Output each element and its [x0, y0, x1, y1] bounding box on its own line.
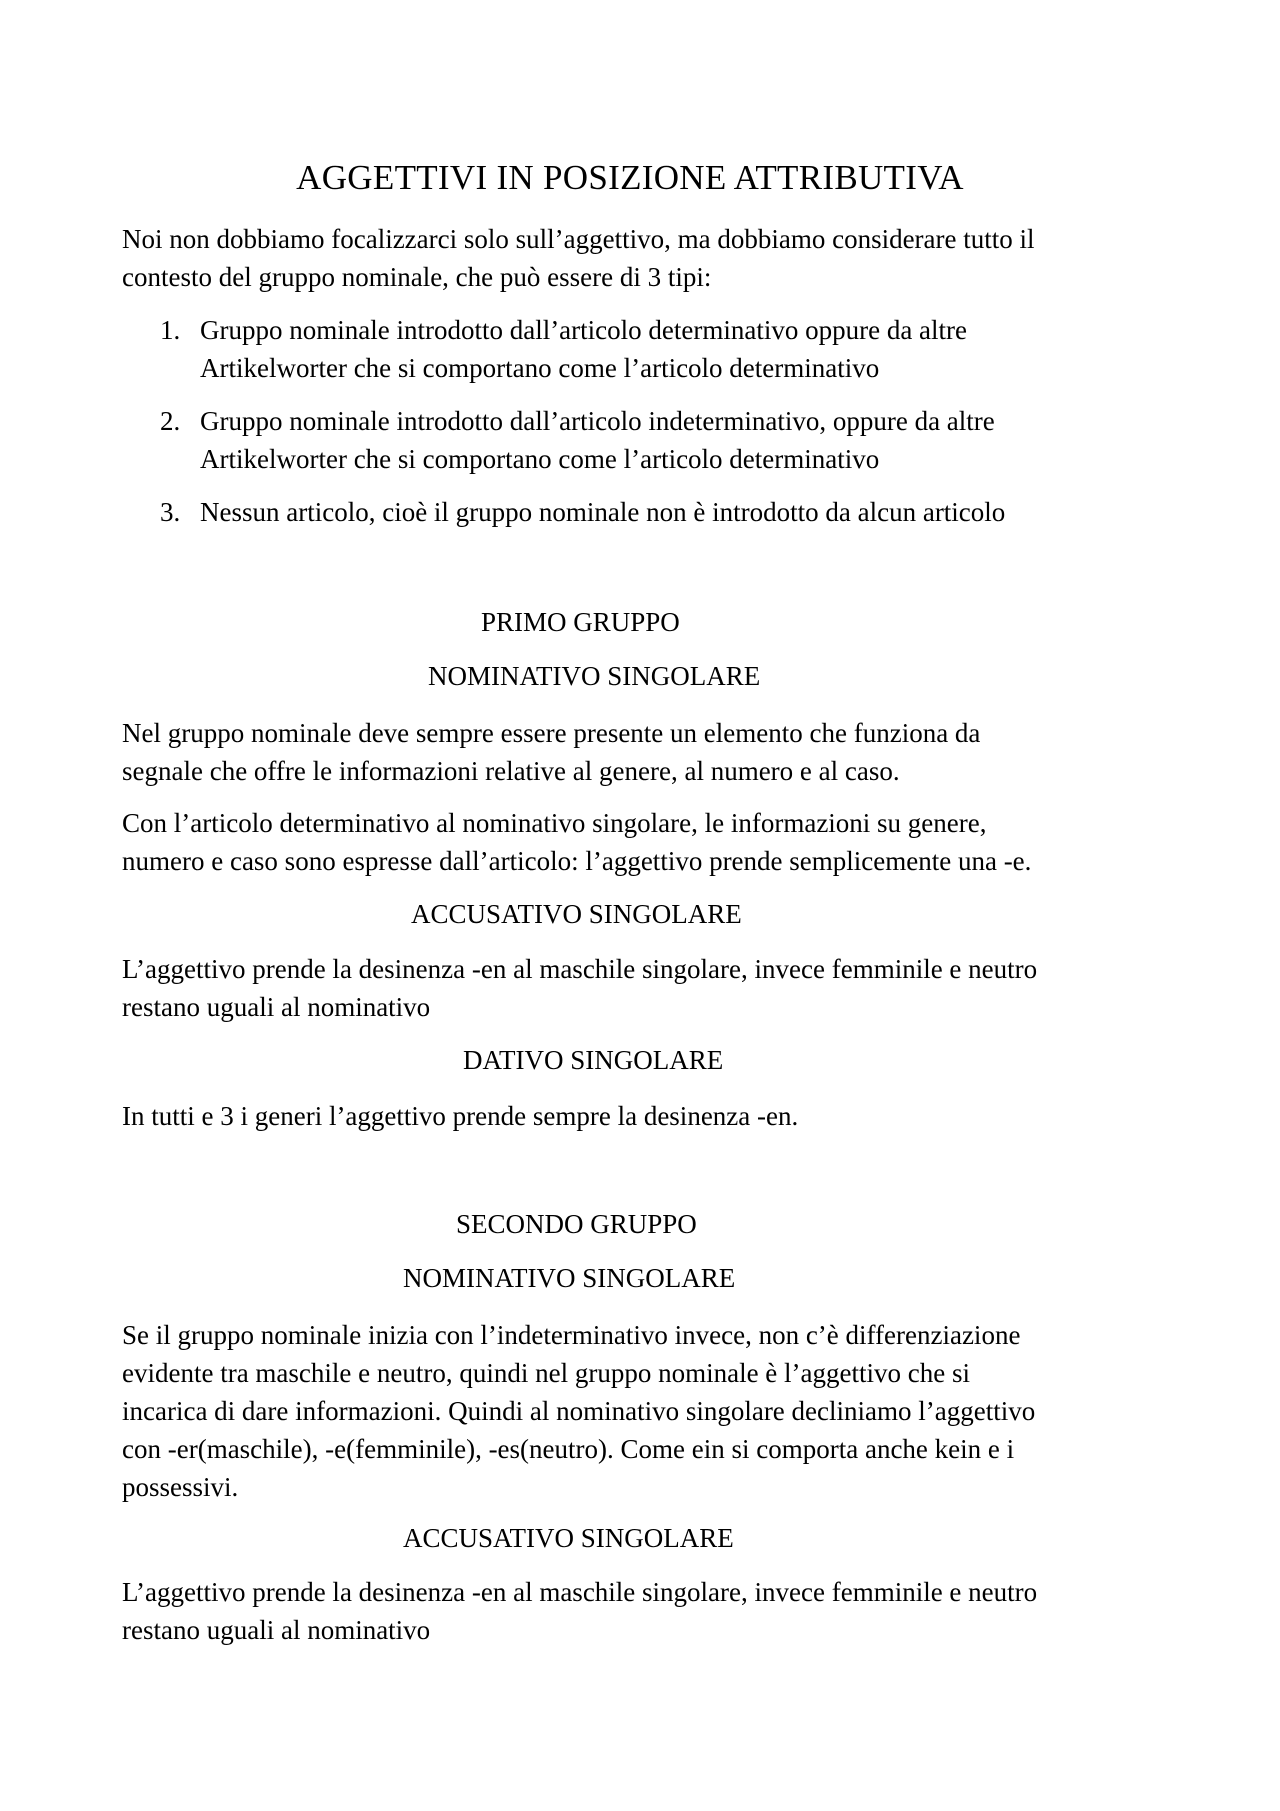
subheading-nominativo: NOMINATIVO SINGOLARE [428, 661, 761, 691]
intro-paragraph [122, 220, 1162, 296]
section-heading-secondo-gruppo: SECONDO GRUPPO [456, 1209, 697, 1239]
list-line: Gruppo nominale introdotto dall’articolo indeterminativo, oppure da altre [200, 406, 995, 436]
intro-line: contesto del gruppo nominale, che può essere di 3 tipi: [122, 262, 712, 292]
paragraph-line: restano uguali al nominativo [122, 1615, 431, 1645]
list-line: Artikelworter che si comportano come l’articolo determinativo [200, 444, 880, 474]
list-line: Artikelworter che si comportano come l’articolo determinativo [200, 353, 880, 383]
list-number: 3. [160, 497, 181, 527]
paragraph-line: Con l’articolo determinativo al nominativo singolare, le informazioni su genere, [122, 808, 987, 838]
subheading-dativo: DATIVO SINGOLARE [463, 1045, 724, 1075]
paragraph [122, 1573, 1162, 1649]
paragraph-line: restano uguali al nominativo [122, 992, 431, 1022]
paragraph-line: con -er(maschile), -e(femminile), -es(neutro). Come ein si comporta anche kein e i [122, 1434, 1015, 1464]
paragraph-line: Se il gruppo nominale inizia con l’indeterminativo invece, non c’è differenziazione [122, 1320, 1021, 1350]
list-line: Gruppo nominale introdotto dall’articolo determinativo oppure da altre [200, 315, 968, 345]
section-heading-primo-gruppo: PRIMO GRUPPO [481, 607, 680, 637]
subheading-accusativo: ACCUSATIVO SINGOLARE [411, 899, 742, 929]
intro-line: Noi non dobbiamo focalizzarci solo sull’aggettivo, ma dobbiamo considerare tutto il [122, 224, 1035, 254]
paragraph [122, 804, 1162, 880]
paragraph [122, 1097, 1162, 1135]
paragraph-line: segnale che offre le informazioni relative al genere, al numero e al caso. [122, 756, 900, 786]
list-text [200, 493, 1180, 531]
paragraph-line: incarica di dare informazioni. Quindi al nominativo singolare decliniamo l’aggettivo [122, 1396, 1036, 1426]
paragraph [122, 714, 1162, 790]
list-number: 2. [160, 406, 181, 436]
paragraph-line: possessivi. [122, 1472, 239, 1502]
paragraph-line: evidente tra maschile e neutro, quindi nel gruppo nominale è l’aggettivo che si [122, 1358, 970, 1388]
subheading-nominativo: NOMINATIVO SINGOLARE [403, 1263, 736, 1293]
list-number: 1. [160, 315, 181, 345]
paragraph-line: L’aggettivo prende la desinenza -en al maschile singolare, invece femminile e neutro [122, 1577, 1038, 1607]
list-text [200, 402, 1180, 478]
list-line: Nessun articolo, cioè il gruppo nominale non è introdotto da alcun articolo [200, 497, 1006, 527]
paragraph [122, 1316, 1162, 1506]
paragraph-line: L’aggettivo prende la desinenza -en al maschile singolare, invece femminile e neutro [122, 954, 1038, 984]
paragraph-line: In tutti e 3 i generi l’aggettivo prende sempre la desinenza -en. [122, 1101, 799, 1131]
paragraph-line: Nel gruppo nominale deve sempre essere presente un elemento che funziona da [122, 718, 981, 748]
subheading-accusativo: ACCUSATIVO SINGOLARE [403, 1523, 734, 1553]
document-title: AGGETTIVI IN POSIZIONE ATTRIBUTIVA [296, 158, 964, 197]
paragraph-line: numero e caso sono espresse dall’articolo: l’aggettivo prende semplicemente una -e. [122, 846, 1032, 876]
list-text [200, 311, 1180, 387]
paragraph [122, 950, 1162, 1026]
